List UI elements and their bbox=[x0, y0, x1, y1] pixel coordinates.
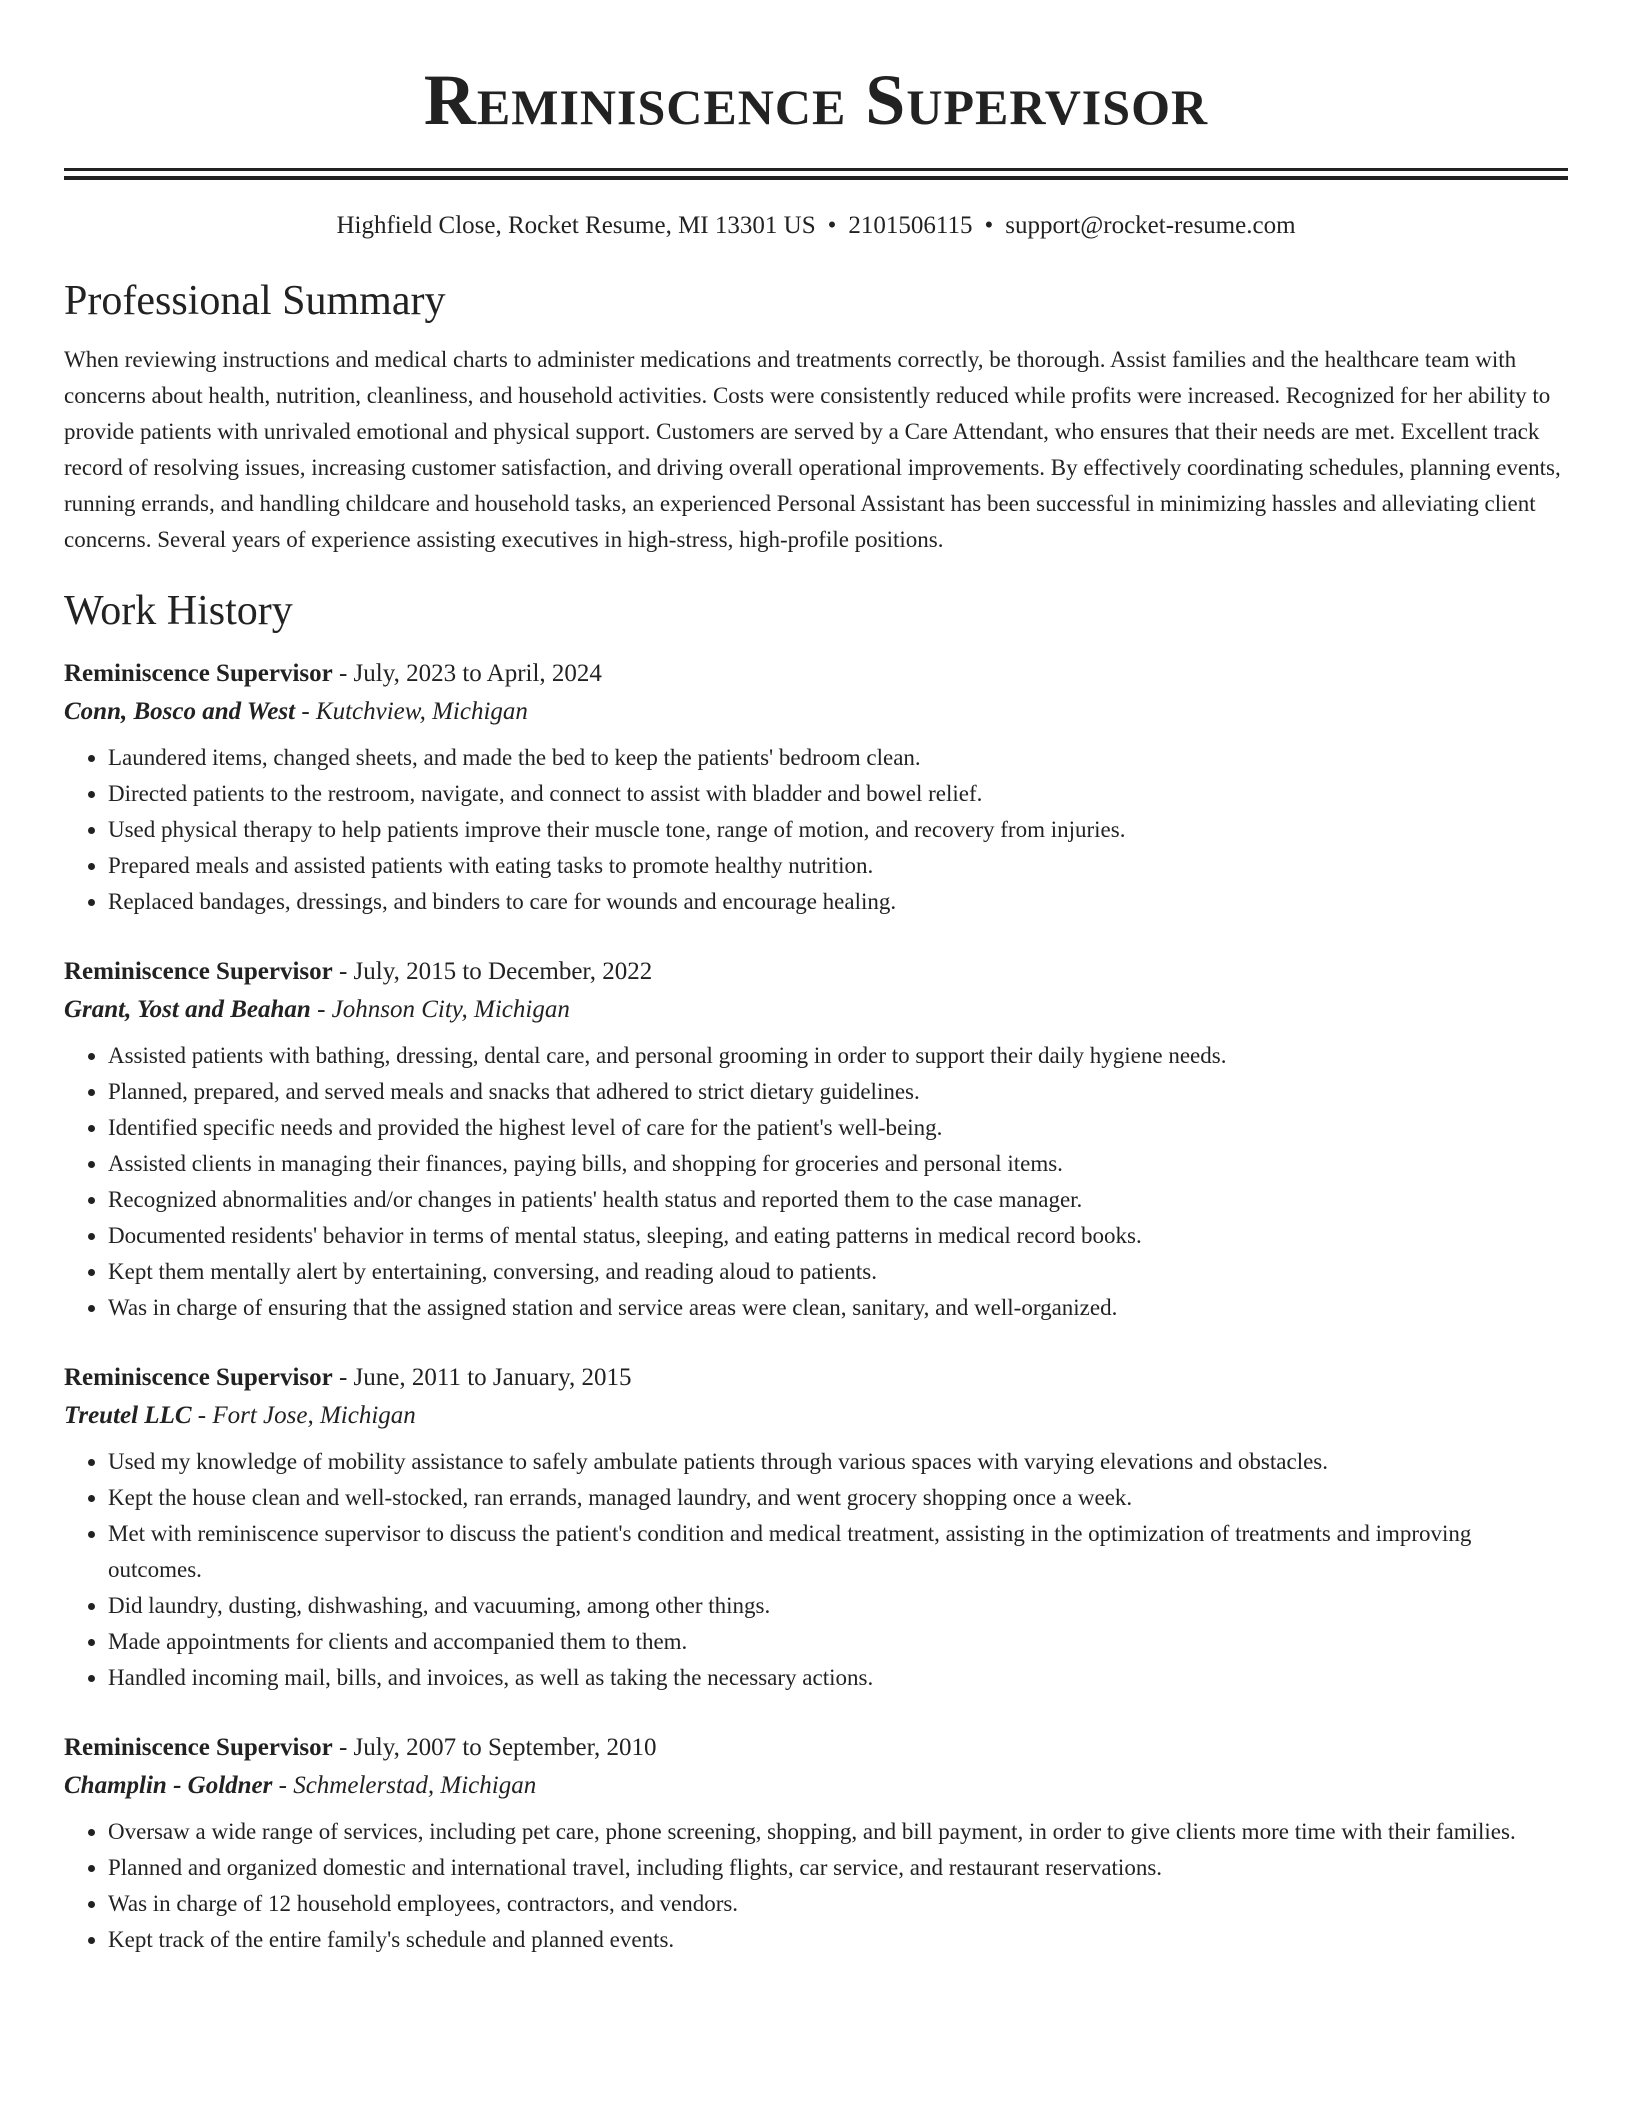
job-duty-item: • Documented residents' behavior in terms of mental status, sleeping, and eating patterns in medical record books. bbox=[108, 1218, 1568, 1254]
header-divider bbox=[64, 168, 1568, 180]
job-dates: - July, 2007 to September, 2010 bbox=[332, 1734, 657, 1761]
job-company-line bbox=[64, 1770, 1568, 1802]
job-title-line bbox=[64, 956, 1568, 988]
job-duties-list bbox=[64, 1444, 1568, 1696]
job-location: - Fort Jose, Michigan bbox=[191, 1402, 416, 1429]
job-entry bbox=[64, 1362, 1568, 1696]
job-company: Grant, Yost and Beahan bbox=[64, 996, 311, 1023]
job-company-line bbox=[64, 696, 1568, 728]
job-duty-item: • Did laundry, dusting, dishwashing, and vacuuming, among other things. bbox=[108, 1588, 1568, 1624]
job-title-line bbox=[64, 658, 1568, 690]
job-duty-item: • Kept the house clean and well-stocked, ran errands, managed laundry, and went grocery shopping once a week. bbox=[108, 1480, 1568, 1516]
job-duty-item: • Handled incoming mail, bills, and invoices, as well as taking the necessary actions. bbox=[108, 1660, 1568, 1696]
contact-separator: • bbox=[827, 212, 837, 239]
job-duties-list bbox=[64, 1038, 1568, 1326]
job-role: Reminiscence Supervisor bbox=[64, 958, 333, 985]
job-duty-item: • Used physical therapy to help patients improve their muscle tone, range of motion, and recovery from injuries. bbox=[108, 812, 1568, 848]
job-duty-item: • Kept them mentally alert by entertaining, conversing, and reading aloud to patients. bbox=[108, 1254, 1568, 1290]
job-duty-item: • Assisted clients in managing their finances, paying bills, and shopping for groceries and personal items. bbox=[108, 1146, 1568, 1182]
job-duty-item: • Prepared meals and assisted patients with eating tasks to promote healthy nutrition. bbox=[108, 848, 1568, 884]
job-duty-item: • Oversaw a wide range of services, including pet care, phone screening, shopping, and bill payment, in order to give clients more time with their families. bbox=[108, 1814, 1568, 1850]
job-dates: - July, 2023 to April, 2024 bbox=[332, 660, 602, 687]
job-title-line bbox=[64, 1732, 1568, 1764]
job-duties-list bbox=[64, 740, 1568, 920]
job-company-line bbox=[64, 994, 1568, 1026]
job-duty-item: • Laundered items, changed sheets, and made the bed to keep the patients' bedroom clean. bbox=[108, 740, 1568, 776]
job-company-line bbox=[64, 1400, 1568, 1432]
job-role: Reminiscence Supervisor bbox=[64, 660, 333, 687]
job-location: - Schmelerstad, Michigan bbox=[272, 1772, 537, 1799]
work-history-list bbox=[64, 658, 1568, 1958]
job-duty-item: • Identified specific needs and provided the highest level of care for the patient's well-being. bbox=[108, 1110, 1568, 1146]
job-duty-item: • Met with reminiscence supervisor to discuss the patient's condition and medical treatment, assisting in the optimization of treatments and improving outcomes. bbox=[108, 1516, 1568, 1588]
job-dates: - July, 2015 to December, 2022 bbox=[332, 958, 653, 985]
job-entry bbox=[64, 1732, 1568, 1958]
job-company: Champlin - Goldner bbox=[64, 1772, 273, 1799]
work-history-heading: Work History bbox=[64, 588, 293, 634]
job-dates: - June, 2011 to January, 2015 bbox=[332, 1364, 632, 1391]
job-duty-item: • Assisted patients with bathing, dressing, dental care, and personal grooming in order to support their daily hygiene needs. bbox=[108, 1038, 1568, 1074]
contact-line bbox=[64, 210, 1568, 242]
job-title-line bbox=[64, 1362, 1568, 1394]
job-entry bbox=[64, 658, 1568, 920]
job-duty-item: • Was in charge of 12 household employees, contractors, and vendors. bbox=[108, 1886, 1568, 1922]
resume-name: Reminiscence Supervisor bbox=[423, 60, 1209, 140]
job-location: - Kutchview, Michigan bbox=[295, 698, 528, 725]
job-company: Conn, Bosco and West bbox=[64, 698, 296, 725]
job-role: Reminiscence Supervisor bbox=[64, 1734, 333, 1761]
job-company: Treutel LLC bbox=[64, 1402, 192, 1429]
job-duty-item: • Was in charge of ensuring that the assigned station and service areas were clean, sanitary, and well-organized. bbox=[108, 1290, 1568, 1326]
contact-phone: 2101506115 bbox=[848, 212, 973, 239]
job-duty-item: • Replaced bandages, dressings, and binders to care for wounds and encourage healing. bbox=[108, 884, 1568, 920]
job-duty-item: • Planned, prepared, and served meals and snacks that adhered to strict dietary guidelines. bbox=[108, 1074, 1568, 1110]
job-duties-list bbox=[64, 1814, 1568, 1958]
job-duty-item: • Planned and organized domestic and international travel, including flights, car service, and restaurant reservations. bbox=[108, 1850, 1568, 1886]
job-duty-item: • Directed patients to the restroom, navigate, and connect to assist with bladder and bowel relief. bbox=[108, 776, 1568, 812]
job-duty-item: • Made appointments for clients and accompanied them to them. bbox=[108, 1624, 1568, 1660]
job-role: Reminiscence Supervisor bbox=[64, 1364, 333, 1391]
summary-text: When reviewing instructions and medical charts to administer medications and treatments correctly, be thorough. Assist families and the healthcare team with concerns about health, nutrition, cleanliness, and household activities. Costs were consistently reduced while profits were increased. Recognized for her ability to provide patients with unrivaled emotional and physical support. Customers are served by a Care Attendant, who ensures that their needs are met. Excellent track record of resolving issues, increasing customer satisfaction, and driving overall operational improvements. By effectively coordinating schedules, planning events, running errands, and handling childcare and household tasks, an experienced Personal Assistant has been successful in minimizing hassles and alleviating client concerns. Several years of experience assisting executives in high-stress, high-profile positions. bbox=[64, 347, 1561, 552]
contact-email: support@rocket-resume.com bbox=[1005, 212, 1296, 239]
job-duty-item: • Recognized abnormalities and/or changes in patients' health status and reported them to the case manager. bbox=[108, 1182, 1568, 1218]
contact-separator: • bbox=[984, 212, 994, 239]
contact-address: Highfield Close, Rocket Resume, MI 13301 US bbox=[336, 212, 816, 239]
job-duty-item: • Kept track of the entire family's schedule and planned events. bbox=[108, 1922, 1568, 1958]
summary-heading: Professional Summary bbox=[64, 278, 446, 324]
job-entry bbox=[64, 956, 1568, 1326]
job-location: - Johnson City, Michigan bbox=[310, 996, 570, 1023]
job-duty-item: • Used my knowledge of mobility assistance to safely ambulate patients through various spaces with varying elevations and obstacles. bbox=[108, 1444, 1568, 1480]
